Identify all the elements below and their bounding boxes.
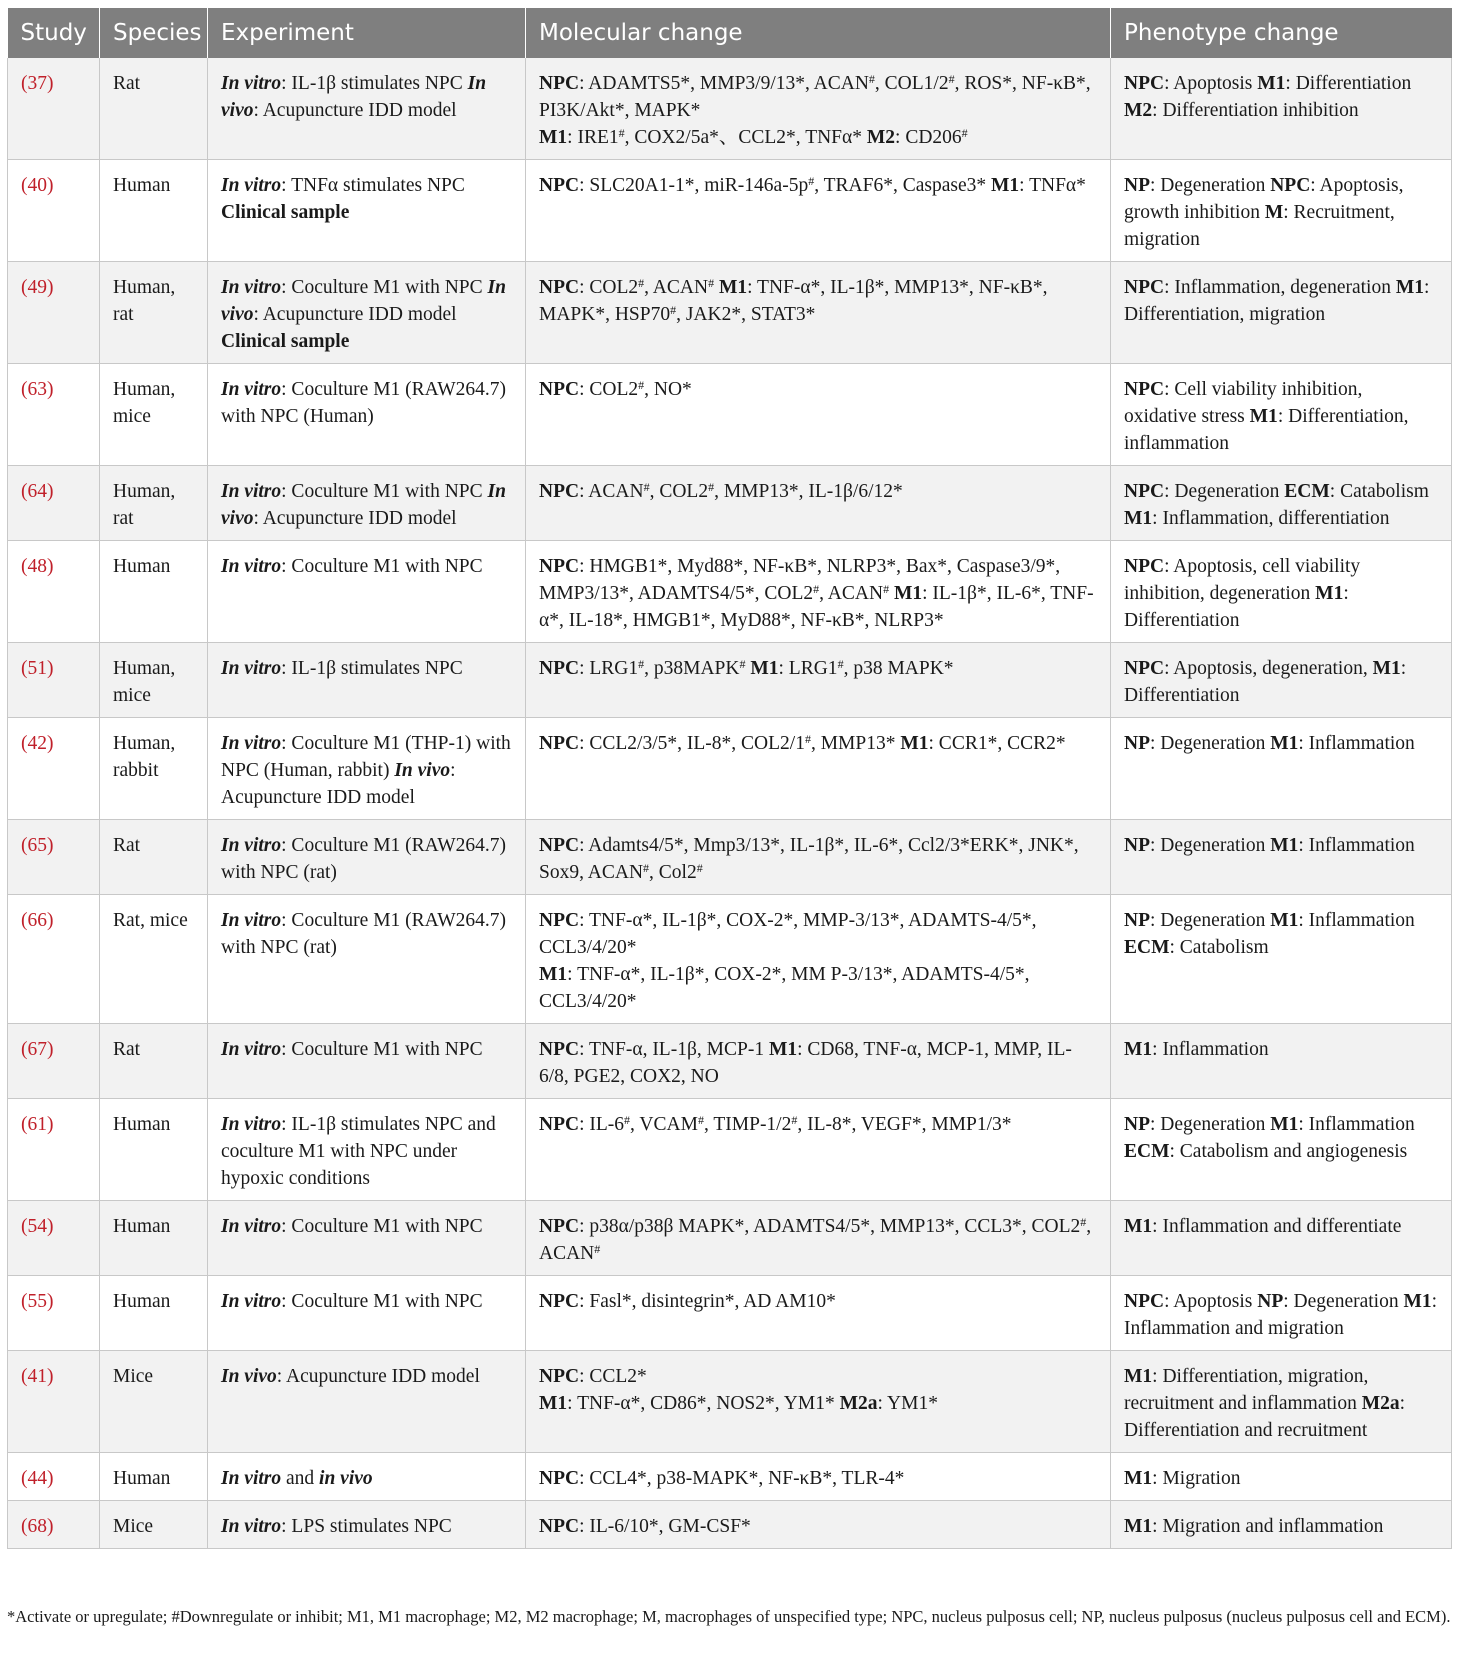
table-header bbox=[8, 8, 1452, 58]
cell-species: Mice bbox=[100, 1501, 208, 1549]
cell-species: Human, rat bbox=[100, 466, 208, 541]
cell-molecular-change: NPC: TNF-α*, IL-1β*, COX-2*, MMP-3/13*, ADAMTS-4/5*, CCL3/4/20* M1: TNF-α*, IL-1β*, COX-2*, MM P-3/13*, ADAMTS-4/5*, CCL3/4/20* bbox=[526, 895, 1111, 1024]
cell-study bbox=[8, 466, 100, 541]
cell-phenotype-change: NP: Degeneration NPC: Apoptosis, growth inhibition M: Recruitment, migration bbox=[1111, 160, 1452, 262]
cell-phenotype-change: NP: Degeneration M1: Inflammation ECM: Catabolism and angiogenesis bbox=[1111, 1099, 1452, 1201]
cell-experiment: In vitro: Coculture M1 with NPC bbox=[208, 1201, 526, 1276]
table-row bbox=[8, 1501, 1452, 1549]
cell-phenotype-change: NPC: Degeneration ECM: Catabolism M1: Inflammation, differentiation bbox=[1111, 466, 1452, 541]
cell-study bbox=[8, 1099, 100, 1201]
cell-study bbox=[8, 1453, 100, 1501]
cell-phenotype-change: NPC: Apoptosis, degeneration, M1: Differentiation bbox=[1111, 643, 1452, 718]
cell-study bbox=[8, 820, 100, 895]
table-row bbox=[8, 466, 1452, 541]
cell-experiment: In vitro: Coculture M1 (RAW264.7) with NPC (rat) bbox=[208, 895, 526, 1024]
study-reference-link[interactable]: (63) bbox=[21, 379, 54, 400]
cell-species: Human bbox=[100, 1201, 208, 1276]
header-experiment: Experiment bbox=[208, 8, 526, 58]
cell-study bbox=[8, 895, 100, 1024]
study-reference-link[interactable]: (48) bbox=[21, 556, 54, 577]
cell-experiment: In vitro: Coculture M1 (THP-1) with NPC (Human, rabbit) In vivo: Acupuncture IDD model bbox=[208, 718, 526, 820]
cell-phenotype-change: M1: Inflammation bbox=[1111, 1024, 1452, 1099]
cell-molecular-change: NPC: COL2#, NO* bbox=[526, 364, 1111, 466]
study-reference-link[interactable]: (54) bbox=[21, 1216, 54, 1237]
cell-experiment: In vitro: Coculture M1 (RAW264.7) with NPC (rat) bbox=[208, 820, 526, 895]
cell-experiment: In vitro: IL-1β stimulates NPC In vivo: Acupuncture IDD model bbox=[208, 58, 526, 160]
cell-species: Rat bbox=[100, 1024, 208, 1099]
table-row bbox=[8, 160, 1452, 262]
table-row bbox=[8, 895, 1452, 1024]
study-reference-link[interactable]: (44) bbox=[21, 1468, 54, 1489]
cell-molecular-change: NPC: HMGB1*, Myd88*, NF-κB*, NLRP3*, Bax*, Caspase3/9*, MMP3/13*, ADAMTS4/5*, COL2#, ACAN# M1: IL-1β*, IL-6*, TNF-α*, IL-18*, HMGB1*, MyD88*, NF-κB*, NLRP3* bbox=[526, 541, 1111, 643]
table-footnote: *Activate or upregulate; #Downregulate or inhibit; M1, M1 macrophage; M2, M2 macrophage; M, macrophages of unspecified type; NPC, nucleus pulposus cell; NP, nucleus pulposus (nucleus pulposus cell and ECM). bbox=[7, 1607, 1451, 1626]
cell-molecular-change: NPC: IL-6/10*, GM-CSF* bbox=[526, 1501, 1111, 1549]
cell-experiment: In vitro: Coculture M1 with NPC In vivo: Acupuncture IDD model bbox=[208, 466, 526, 541]
cell-study bbox=[8, 541, 100, 643]
cell-phenotype-change: NP: Degeneration M1: Inflammation bbox=[1111, 820, 1452, 895]
cell-study bbox=[8, 1201, 100, 1276]
cell-species: Human, rat bbox=[100, 262, 208, 364]
cell-phenotype-change: NPC: Cell viability inhibition, oxidative stress M1: Differentiation, inflammation bbox=[1111, 364, 1452, 466]
cell-molecular-change: NPC: ADAMTS5*, MMP3/9/13*, ACAN#, COL1/2#, ROS*, NF-κB*, PI3K/Akt*, MAPK* M1: IRE1#, COX2/5a*、CCL2*, TNFα* M2: CD206# bbox=[526, 58, 1111, 160]
table-row bbox=[8, 58, 1452, 160]
cell-molecular-change: NPC: IL-6#, VCAM#, TIMP-1/2#, IL-8*, VEGF*, MMP1/3* bbox=[526, 1099, 1111, 1201]
cell-experiment: In vitro: Coculture M1 with NPC bbox=[208, 1024, 526, 1099]
cell-species: Human bbox=[100, 1276, 208, 1351]
cell-molecular-change: NPC: Fasl*, disintegrin*, AD AM10* bbox=[526, 1276, 1111, 1351]
table-container bbox=[7, 8, 1451, 1549]
header-study: Study bbox=[8, 8, 100, 58]
cell-molecular-change: NPC: CCL2/3/5*, IL-8*, COL2/1#, MMP13* M1: CCR1*, CCR2* bbox=[526, 718, 1111, 820]
cell-phenotype-change: M1: Differentiation, migration, recruitment and inflammation M2a: Differentiation and recruitment bbox=[1111, 1351, 1452, 1453]
cell-species: Human bbox=[100, 1453, 208, 1501]
table-row bbox=[8, 1024, 1452, 1099]
table-row bbox=[8, 364, 1452, 466]
cell-study bbox=[8, 643, 100, 718]
cell-molecular-change: NPC: CCL4*, p38-MAPK*, NF-κB*, TLR-4* bbox=[526, 1453, 1111, 1501]
cell-experiment: In vivo: Acupuncture IDD model bbox=[208, 1351, 526, 1453]
cell-phenotype-change: NPC: Apoptosis M1: Differentiation M2: Differentiation inhibition bbox=[1111, 58, 1452, 160]
cell-species: Mice bbox=[100, 1351, 208, 1453]
cell-study bbox=[8, 262, 100, 364]
study-reference-link[interactable]: (37) bbox=[21, 73, 54, 94]
cell-species: Human bbox=[100, 160, 208, 262]
cell-study bbox=[8, 1024, 100, 1099]
cell-phenotype-change: NP: Degeneration M1: Inflammation bbox=[1111, 718, 1452, 820]
cell-species: Human, mice bbox=[100, 643, 208, 718]
cell-species: Human, mice bbox=[100, 364, 208, 466]
cell-phenotype-change: M1: Inflammation and differentiate bbox=[1111, 1201, 1452, 1276]
cell-molecular-change: NPC: Adamts4/5*, Mmp3/13*, IL-1β*, IL-6*, Ccl2/3*ERK*, JNK*, Sox9, ACAN#, Col2# bbox=[526, 820, 1111, 895]
table-row bbox=[8, 820, 1452, 895]
table-row bbox=[8, 1453, 1452, 1501]
cell-study bbox=[8, 718, 100, 820]
study-reference-link[interactable]: (42) bbox=[21, 733, 54, 754]
cell-species: Rat bbox=[100, 820, 208, 895]
study-reference-link[interactable]: (61) bbox=[21, 1114, 54, 1135]
cell-study bbox=[8, 1501, 100, 1549]
cell-phenotype-change: NP: Degeneration M1: Inflammation ECM: Catabolism bbox=[1111, 895, 1452, 1024]
cell-experiment: In vitro: Coculture M1 with NPC bbox=[208, 541, 526, 643]
table-row bbox=[8, 643, 1452, 718]
cell-molecular-change: NPC: SLC20A1-1*, miR-146a-5p#, TRAF6*, Caspase3* M1: TNFα* bbox=[526, 160, 1111, 262]
cell-species: Human, rabbit bbox=[100, 718, 208, 820]
cell-study bbox=[8, 1276, 100, 1351]
cell-study bbox=[8, 160, 100, 262]
cell-species: Rat bbox=[100, 58, 208, 160]
cell-experiment: In vitro: LPS stimulates NPC bbox=[208, 1501, 526, 1549]
study-reference-link[interactable]: (66) bbox=[21, 910, 54, 931]
study-reference-link[interactable]: (67) bbox=[21, 1039, 54, 1060]
cell-experiment: In vitro: TNFα stimulates NPC Clinical sample bbox=[208, 160, 526, 262]
study-reference-link[interactable]: (49) bbox=[21, 277, 54, 298]
cell-phenotype-change: NPC: Apoptosis NP: Degeneration M1: Inflammation and migration bbox=[1111, 1276, 1452, 1351]
cell-species: Rat, mice bbox=[100, 895, 208, 1024]
cell-experiment: In vitro: Coculture M1 with NPC In vivo: Acupuncture IDD model Clinical sample bbox=[208, 262, 526, 364]
cell-molecular-change: NPC: LRG1#, p38MAPK# M1: LRG1#, p38 MAPK* bbox=[526, 643, 1111, 718]
table-row bbox=[8, 1351, 1452, 1453]
cell-experiment: In vitro: IL-1β stimulates NPC and coculture M1 with NPC under hypoxic conditions bbox=[208, 1099, 526, 1201]
table-row bbox=[8, 1201, 1452, 1276]
study-reference-link[interactable]: (51) bbox=[21, 658, 54, 679]
cell-phenotype-change: NPC: Apoptosis, cell viability inhibition, degeneration M1: Differentiation bbox=[1111, 541, 1452, 643]
header-molecular-change: Molecular change bbox=[526, 8, 1111, 58]
study-reference-link[interactable]: (64) bbox=[21, 481, 54, 502]
table-row bbox=[8, 262, 1452, 364]
cell-study bbox=[8, 58, 100, 160]
cell-phenotype-change: NPC: Inflammation, degeneration M1: Differentiation, migration bbox=[1111, 262, 1452, 364]
cell-phenotype-change: M1: Migration and inflammation bbox=[1111, 1501, 1452, 1549]
cell-experiment: In vitro and in vivo bbox=[208, 1453, 526, 1501]
study-reference-link[interactable]: (65) bbox=[21, 835, 54, 856]
table-row bbox=[8, 541, 1452, 643]
cell-experiment: In vitro: Coculture M1 with NPC bbox=[208, 1276, 526, 1351]
cell-molecular-change: NPC: TNF-α, IL-1β, MCP-1 M1: CD68, TNF-α, MCP-1, MMP, IL-6/8, PGE2, COX2, NO bbox=[526, 1024, 1111, 1099]
header-species: Species bbox=[100, 8, 208, 58]
cell-species: Human bbox=[100, 1099, 208, 1201]
table-row bbox=[8, 1276, 1452, 1351]
study-reference-link[interactable]: (55) bbox=[21, 1291, 54, 1312]
cell-experiment: In vitro: Coculture M1 (RAW264.7) with NPC (Human) bbox=[208, 364, 526, 466]
cell-experiment: In vitro: IL-1β stimulates NPC bbox=[208, 643, 526, 718]
table-row bbox=[8, 718, 1452, 820]
cell-study bbox=[8, 364, 100, 466]
table-body bbox=[8, 58, 1452, 1549]
header-phenotype-change: Phenotype change bbox=[1111, 8, 1452, 58]
cell-study bbox=[8, 1351, 100, 1453]
study-reference-link[interactable]: (68) bbox=[21, 1516, 54, 1537]
cell-molecular-change: NPC: CCL2* M1: TNF-α*, CD86*, NOS2*, YM1* M2a: YM1* bbox=[526, 1351, 1111, 1453]
study-reference-link[interactable]: (41) bbox=[21, 1366, 54, 1387]
cell-molecular-change: NPC: COL2#, ACAN# M1: TNF-α*, IL-1β*, MMP13*, NF-κB*, MAPK*, HSP70#, JAK2*, STAT3* bbox=[526, 262, 1111, 364]
cell-phenotype-change: M1: Migration bbox=[1111, 1453, 1452, 1501]
table-row bbox=[8, 1099, 1452, 1201]
header-row bbox=[8, 8, 1452, 58]
study-reference-link[interactable]: (40) bbox=[21, 175, 54, 196]
study-table bbox=[7, 8, 1452, 1549]
cell-molecular-change: NPC: ACAN#, COL2#, MMP13*, IL-1β/6/12* bbox=[526, 466, 1111, 541]
cell-molecular-change: NPC: p38α/p38β MAPK*, ADAMTS4/5*, MMP13*, CCL3*, COL2#, ACAN# bbox=[526, 1201, 1111, 1276]
cell-species: Human bbox=[100, 541, 208, 643]
